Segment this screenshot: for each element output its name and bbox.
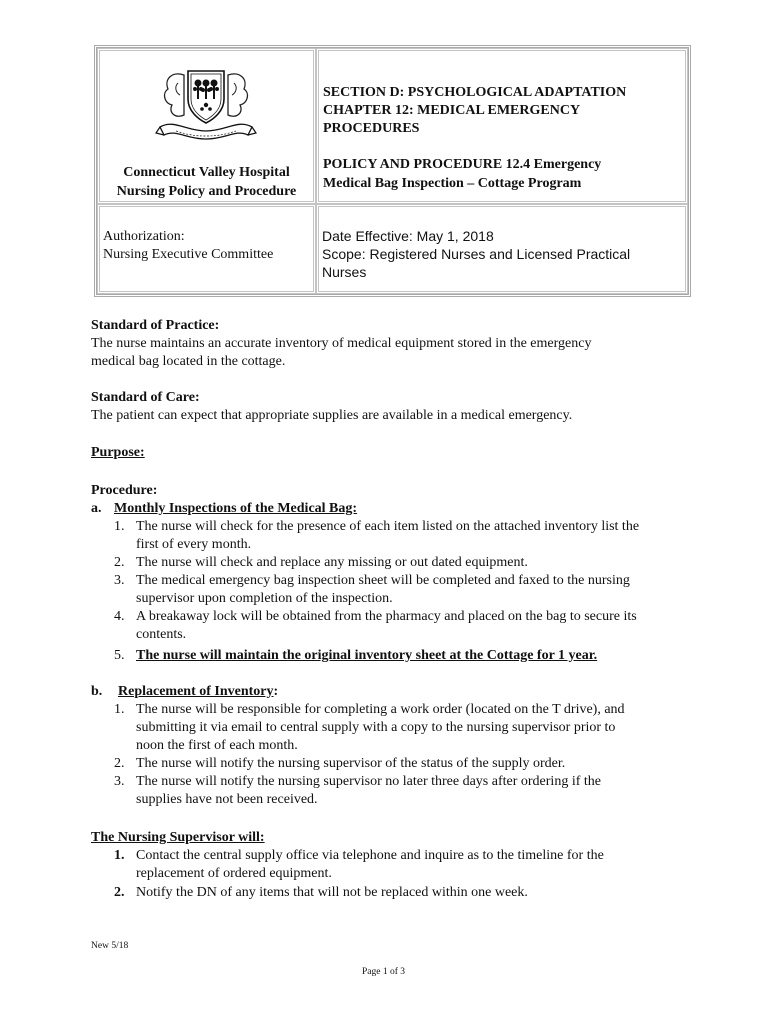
list-item-text: Contact the central supply office via telephone and inquire as to the timeline for the bbox=[136, 848, 604, 863]
org-name-line1: Connecticut Valley Hospital bbox=[123, 165, 290, 180]
list-item-text: The nurse will be responsible for completing a work order (located on the T drive), and bbox=[136, 702, 625, 717]
list-item-text: The medical emergency bag inspection sheet will be completed and faxed to the nursing bbox=[136, 573, 630, 588]
list-item-text: The nurse will check and replace any missing or out dated equipment. bbox=[136, 555, 528, 570]
list-item-text: replacement of ordered equipment. bbox=[136, 866, 332, 881]
standard-practice-text-line1: The nurse maintains an accurate inventory of medical equipment stored in the emergency bbox=[91, 336, 592, 351]
list-item-text: contents. bbox=[136, 627, 187, 642]
standard-practice-heading: Standard of Practice: bbox=[91, 318, 220, 333]
section-title-line1: SECTION D: PSYCHOLOGICAL ADAPTATION bbox=[323, 85, 627, 100]
list-item-number: 2. bbox=[114, 885, 125, 900]
policy-title-line2: Medical Bag Inspection – Cottage Program bbox=[323, 176, 582, 191]
section-title-line3: PROCEDURES bbox=[323, 121, 420, 136]
procedure-heading: Procedure: bbox=[91, 483, 158, 498]
list-item-text: noon the first of each month. bbox=[136, 738, 298, 753]
header-cell-authorization bbox=[97, 204, 316, 294]
section-b-title-colon: : bbox=[273, 684, 279, 699]
list-item-text: The nurse will check for the presence of each item listed on the attached inventory list the bbox=[136, 519, 640, 534]
org-name-line2: Nursing Policy and Procedure bbox=[116, 184, 297, 199]
state-seal-icon bbox=[154, 65, 258, 143]
list-item-text: The nurse will notify the nursing supervisor no later three days after ordering if the bbox=[136, 774, 601, 789]
list-item-number: 4. bbox=[114, 609, 125, 624]
list-item-number: 2. bbox=[114, 555, 125, 570]
standard-care-heading: Standard of Care: bbox=[91, 390, 200, 405]
header-table bbox=[94, 45, 691, 297]
page-number: Page 1 of 3 bbox=[362, 967, 406, 977]
section-a-title: Monthly Inspections of the Medical Bag: bbox=[114, 501, 358, 516]
list-item-number: 2. bbox=[114, 756, 125, 771]
header-cell-title bbox=[316, 48, 688, 204]
header-cell-scope bbox=[316, 204, 688, 294]
authorization-label: Authorization: bbox=[103, 229, 185, 244]
revision-note: New 5/18 bbox=[91, 941, 129, 951]
section-b-title bbox=[118, 683, 278, 701]
list-item-number: 1. bbox=[114, 519, 125, 534]
section-b-letter: b. bbox=[91, 684, 103, 699]
list-item-text: first of every month. bbox=[136, 537, 252, 552]
scope-line2: Nurses bbox=[322, 264, 367, 280]
authorization-value: Nursing Executive Committee bbox=[103, 247, 274, 262]
list-item-text-emphasis: The nurse will maintain the original inventory sheet at the Cottage for 1 year. bbox=[136, 648, 598, 663]
section-a-letter: a. bbox=[91, 501, 102, 516]
list-item-text: supplies have not been received. bbox=[136, 792, 318, 807]
standard-care-text: The patient can expect that appropriate supplies are available in a medical emergency. bbox=[91, 408, 573, 423]
list-item-text: A breakaway lock will be obtained from the pharmacy and placed on the bag to secure its bbox=[136, 609, 637, 624]
purpose-heading: Purpose: bbox=[91, 445, 145, 460]
list-item-number: 1. bbox=[114, 702, 125, 717]
list-item-text: submitting it via email to central supply with a copy to the nursing supervisor prior to bbox=[136, 720, 616, 735]
list-item-number: 3. bbox=[114, 573, 125, 588]
header-cell-logo bbox=[97, 48, 316, 204]
supervisor-heading: The Nursing Supervisor will: bbox=[91, 830, 265, 845]
section-title-line2: CHAPTER 12: MEDICAL EMERGENCY bbox=[323, 103, 581, 118]
list-item-number: 3. bbox=[114, 774, 125, 789]
scope-line1: Scope: Registered Nurses and Licensed Practical bbox=[322, 246, 631, 262]
list-item-text: supervisor upon completion of the inspection. bbox=[136, 591, 393, 606]
list-item-text: The nurse will notify the nursing supervisor of the status of the supply order. bbox=[136, 756, 566, 771]
list-item-number: 1. bbox=[114, 848, 125, 863]
section-b-title-text: Replacement of Inventory bbox=[118, 684, 274, 699]
standard-practice-text-line2: medical bag located in the cottage. bbox=[91, 354, 286, 369]
list-item-text: Notify the DN of any items that will not be replaced within one week. bbox=[136, 885, 528, 900]
policy-title-line1: POLICY AND PROCEDURE 12.4 Emergency bbox=[323, 157, 602, 172]
date-effective: Date Effective: May 1, 2018 bbox=[322, 228, 494, 244]
list-item-number: 5. bbox=[114, 648, 125, 663]
